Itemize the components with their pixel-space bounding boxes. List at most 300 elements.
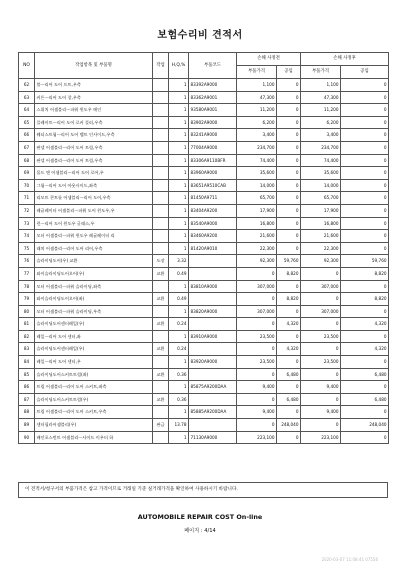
table-row: [19, 179, 389, 192]
cell-price-after: 11,200: [301, 104, 341, 117]
cell-labor-after: 0: [341, 192, 389, 205]
cell-part-code: [189, 368, 237, 381]
footer-title: AUTOMOBILE REPAIR COST On-line: [137, 513, 263, 521]
cell-no: 85: [19, 368, 35, 381]
estimate-table: [18, 52, 389, 444]
cell-work: [153, 116, 169, 129]
cell-price-before: 74,400: [237, 154, 277, 167]
cell-hq: 1: [169, 230, 189, 243]
cell-labor-after: 59,760: [341, 255, 389, 268]
cell-price-before: 0: [237, 343, 277, 356]
cell-labor-after: 0: [341, 330, 389, 343]
cell-hq: 1: [169, 431, 189, 444]
cell-hq: 1: [169, 116, 189, 129]
table-row: [19, 356, 389, 369]
cell-work: [153, 217, 169, 230]
cell-part-code: 83540A9000: [189, 217, 237, 230]
cell-hq: 1: [169, 381, 189, 394]
cell-price-before: 6,200: [237, 116, 277, 129]
cell-labor-before: 0: [277, 116, 301, 129]
cell-work: [153, 356, 169, 369]
cell-price-after: 23,500: [301, 356, 341, 369]
cell-part-code: 77004A9000: [189, 141, 237, 154]
cell-no: 84: [19, 356, 35, 369]
cell-work: [153, 129, 169, 142]
cell-labor-before: 6,480: [277, 368, 301, 381]
cell-labor-after: 0: [341, 305, 389, 318]
cell-labor-before: 0: [277, 217, 301, 230]
cell-labor-before: 0: [277, 104, 301, 117]
cell-item-name: 센터필라어셈블리(우): [35, 419, 153, 432]
cell-item-name: 모터 어셈블리ㅡ파워 슬라이딩,좌측: [35, 280, 153, 293]
cell-labor-before: 0: [277, 179, 301, 192]
header-before-adjustment: 손해 사정전: [237, 53, 301, 66]
cell-labor-before: 0: [277, 154, 301, 167]
table-row: [19, 305, 389, 318]
cell-hq: 0.49: [169, 293, 189, 306]
cell-labor-after: 6,480: [341, 368, 389, 381]
cell-hq: 1: [169, 204, 189, 217]
cell-price-before: 307,000: [237, 280, 277, 293]
cell-price-after: 3,400: [301, 129, 341, 142]
table-row: [19, 406, 389, 419]
cell-work: 교환: [153, 343, 169, 356]
cell-part-code: 81420A9010: [189, 242, 237, 255]
cell-labor-after: 4,320: [341, 343, 389, 356]
table-row: [19, 129, 389, 142]
table-row: [19, 242, 389, 255]
cell-hq: 1: [169, 179, 189, 192]
cell-work: [153, 305, 169, 318]
cell-no: 70: [19, 179, 35, 192]
cell-labor-before: 0: [277, 242, 301, 255]
cell-item-name: 웨더스트립ㅡ리어 도어 벨트 인사이드,우측: [35, 129, 153, 142]
cell-item-name: 모터 어셈블리ㅡ파워 슬라이딩,우측: [35, 305, 153, 318]
cell-price-before: 17,900: [237, 204, 277, 217]
cell-hq: 13.78: [169, 419, 189, 432]
table-row: [19, 104, 389, 117]
cell-part-code: 83910A9000: [189, 330, 237, 343]
cell-labor-before: 0: [277, 406, 301, 419]
cell-hq: 0.24: [169, 318, 189, 331]
cell-part-code: 83392A9000: [189, 79, 237, 92]
cell-labor-after: 0: [341, 406, 389, 419]
cell-part-code: [189, 318, 237, 331]
cell-no: 75: [19, 242, 35, 255]
cell-no: 82: [19, 330, 35, 343]
cell-part-code: 81450A9711: [189, 192, 237, 205]
cell-hq: 1: [169, 242, 189, 255]
cell-labor-after: 8,820: [341, 267, 389, 280]
cell-price-before: 1,100: [237, 79, 277, 92]
cell-labor-after: 0: [341, 141, 389, 154]
cell-no: 66: [19, 129, 35, 142]
cell-work: [153, 179, 169, 192]
cell-price-after: 0: [301, 318, 341, 331]
cell-price-before: 92,300: [237, 255, 277, 268]
cell-hq: 1: [169, 167, 189, 180]
cell-price-before: 0: [237, 393, 277, 406]
cell-work: [153, 154, 169, 167]
disclaimer-note: 이 견적서/청구서의 부품가격은 참고 가격이므로 거래일 기준 실거래가격을 확인하여 사용하시기 바랍니다.: [18, 482, 388, 498]
cell-no: 71: [19, 192, 35, 205]
table-row: [19, 381, 389, 394]
cell-part-code: 85885A9200DAA: [189, 406, 237, 419]
cell-item-name: 몰드 앤 어셈블리ㅡ리어 도어 로어,우: [35, 167, 153, 180]
cell-labor-before: 0: [277, 167, 301, 180]
cell-labor-after: 0: [341, 242, 389, 255]
cell-item-name: 볼ㅡ리어 도어 프트,우측: [35, 79, 153, 92]
cell-price-after: 0: [301, 293, 341, 306]
cell-work: [153, 167, 169, 180]
cell-item-name: 와이슬라이딩도어오어(좌): [35, 293, 153, 306]
cell-labor-after: 0: [341, 431, 389, 444]
document-title: 보험수리비 견적서: [157, 30, 243, 41]
cell-hq: 1: [169, 154, 189, 167]
cell-no: 73: [19, 217, 35, 230]
cell-labor-after: 0: [341, 154, 389, 167]
header-after-adjustment: 손해 사정후: [301, 53, 389, 66]
cell-labor-before: 0: [277, 356, 301, 369]
cell-hq: 1: [169, 330, 189, 343]
cell-hq: 1: [169, 141, 189, 154]
header-labor-after: 공임: [341, 66, 389, 79]
cell-labor-after: 0: [341, 116, 389, 129]
cell-item-name: 와이슬라이딩도어오어(우): [35, 267, 153, 280]
cell-work: [153, 242, 169, 255]
cell-work: 도장: [153, 255, 169, 268]
cell-price-after: 307,000: [301, 280, 341, 293]
table-row: [19, 318, 389, 331]
table-row: [19, 280, 389, 293]
cell-price-before: 11,200: [237, 104, 277, 117]
cell-work: 교환: [153, 318, 169, 331]
cell-no: 72: [19, 204, 35, 217]
table-row: [19, 154, 389, 167]
cell-item-name: 레귤레이터 어셈블리ㅡ파워 도어 윈도우,우: [35, 204, 153, 217]
cell-hq: 1: [169, 91, 189, 104]
cell-labor-before: 4,320: [277, 318, 301, 331]
cell-hq: 1: [169, 192, 189, 205]
cell-work: [153, 104, 169, 117]
cell-part-code: [189, 255, 237, 268]
cell-price-before: 47,300: [237, 91, 277, 104]
table-row: [19, 393, 389, 406]
cell-labor-after: 0: [341, 129, 389, 142]
cell-item-name: 커튼ㅡ리어 도어 창,우측: [35, 91, 153, 104]
estimate-rows: [19, 79, 389, 444]
cell-no: 65: [19, 116, 35, 129]
cell-labor-after: 0: [341, 204, 389, 217]
cell-price-before: 234,700: [237, 141, 277, 154]
cell-hq: 1: [169, 79, 189, 92]
header-row-top: [19, 53, 389, 66]
cell-hq: 3.32: [169, 255, 189, 268]
cell-hq: 1: [169, 280, 189, 293]
cell-no: 69: [19, 167, 35, 180]
cell-price-before: 14,000: [237, 179, 277, 192]
cell-item-name: 슬라이딩도어센터레일(우): [35, 318, 153, 331]
cell-no: 79: [19, 293, 35, 306]
cell-part-code: [189, 393, 237, 406]
cell-part-code: 83306A9110BFR: [189, 154, 237, 167]
cell-price-after: 307,000: [301, 305, 341, 318]
cell-item-name: 슬라이딩도어스커트트림(좌): [35, 368, 153, 381]
cell-hq: 1: [169, 305, 189, 318]
header-hq: H,Q,%: [169, 53, 189, 79]
cell-work: [153, 330, 169, 343]
cell-part-code: 93580A9001: [189, 104, 237, 117]
cell-work: [153, 280, 169, 293]
cell-labor-before: 0: [277, 141, 301, 154]
cell-no: 62: [19, 79, 35, 92]
cell-price-before: 65,700: [237, 192, 277, 205]
cell-part-code: 83902A9000: [189, 116, 237, 129]
cell-price-before: 23,500: [237, 330, 277, 343]
cell-price-before: 23,500: [237, 356, 277, 369]
cell-no: 89: [19, 419, 35, 432]
cell-price-after: 234,700: [301, 141, 341, 154]
cell-price-after: 0: [301, 419, 341, 432]
cell-hq: 1: [169, 356, 189, 369]
cell-item-name: 판넬 어셈블리ㅡ리어 도어 트림,우측: [35, 154, 153, 167]
cell-labor-before: 0: [277, 330, 301, 343]
cell-work: 교환: [153, 368, 169, 381]
table-row: [19, 368, 389, 381]
cell-part-code: [189, 419, 237, 432]
cell-item-name: 리모트 콘트롤 어셈블리ㅡ리어 도어,우측: [35, 192, 153, 205]
table-row: [19, 116, 389, 129]
cell-price-after: 9,400: [301, 406, 341, 419]
cell-part-code: [189, 267, 237, 280]
cell-item-name: 플레이트ㅡ리어 도어 로커 플러,우측: [35, 116, 153, 129]
cell-item-name: 런ㅡ리어 도어 윈도우 글래스,우: [35, 217, 153, 230]
cell-price-after: 21,600: [301, 230, 341, 243]
cell-hq: 0.24: [169, 343, 189, 356]
cell-item-name: 트림 어셈블리ㅡ리어 도어 스커트,우측: [35, 406, 153, 419]
cell-work: [153, 141, 169, 154]
cell-labor-after: 0: [341, 167, 389, 180]
header-work: 작업: [153, 53, 169, 79]
cell-price-after: 92,300: [301, 255, 341, 268]
table-row: [19, 230, 389, 243]
cell-labor-after: 0: [341, 381, 389, 394]
table-row: [19, 343, 389, 356]
cell-labor-after: 0: [341, 217, 389, 230]
cell-labor-before: 4,320: [277, 343, 301, 356]
cell-item-name: 슬라이딩도어(우) 교환: [35, 255, 153, 268]
header-item-name: 작업항목 및 부품명: [35, 53, 153, 79]
cell-labor-before: 248,040: [277, 419, 301, 432]
cell-work: [153, 79, 169, 92]
cell-item-name: 레일ㅡ리어 도어 센터,우: [35, 356, 153, 369]
cell-no: 88: [19, 406, 35, 419]
cell-labor-after: 0: [341, 79, 389, 92]
header-price-before: 부품가격: [237, 66, 277, 79]
cell-work: 교환: [153, 267, 169, 280]
cell-hq: 1: [169, 217, 189, 230]
cell-price-after: 0: [301, 393, 341, 406]
cell-item-name: 배인포스먼트 어셈블리ㅡ사이드 이우터 하: [35, 431, 153, 444]
cell-work: [153, 91, 169, 104]
cell-part-code: 83920A9000: [189, 356, 237, 369]
cell-part-code: [189, 343, 237, 356]
cell-price-after: 0: [301, 267, 341, 280]
cell-labor-after: 8,820: [341, 293, 389, 306]
table-row: [19, 141, 389, 154]
cell-labor-before: 0: [277, 280, 301, 293]
cell-labor-after: 0: [341, 356, 389, 369]
cell-labor-after: 4,320: [341, 318, 389, 331]
cell-price-after: 74,400: [301, 154, 341, 167]
cell-price-before: 0: [237, 267, 277, 280]
cell-price-before: 223,100: [237, 431, 277, 444]
cell-labor-before: 6,480: [277, 393, 301, 406]
cell-work: [153, 381, 169, 394]
cell-price-before: 35,600: [237, 167, 277, 180]
cell-part-code: 71130A9000: [189, 431, 237, 444]
cell-price-after: 9,400: [301, 381, 341, 394]
cell-price-after: 1,100: [301, 79, 341, 92]
cell-work: [153, 204, 169, 217]
header-labor-before: 공임: [277, 66, 301, 79]
cell-work: [153, 230, 169, 243]
cell-labor-before: 0: [277, 305, 301, 318]
cell-part-code: 83810A9000: [189, 280, 237, 293]
table-row: [19, 431, 389, 444]
table-row: [19, 330, 389, 343]
cell-price-after: 6,200: [301, 116, 341, 129]
cell-price-before: 3,400: [237, 129, 277, 142]
cell-hq: 0.49: [169, 267, 189, 280]
cell-labor-after: 6,480: [341, 393, 389, 406]
cell-work: [153, 406, 169, 419]
print-timestamp: 2020-03-07 11:08:41 07556: [321, 557, 378, 562]
cell-labor-before: 0: [277, 192, 301, 205]
header-price-after: 부품가격: [301, 66, 341, 79]
cell-work: [153, 431, 169, 444]
cell-no: 87: [19, 393, 35, 406]
cell-work: [153, 192, 169, 205]
cell-price-before: 9,400: [237, 381, 277, 394]
table-row: [19, 192, 389, 205]
cell-item-name: 슬라이딩도어스커트트림(우): [35, 393, 153, 406]
cell-hq: 0.36: [169, 368, 189, 381]
cell-part-code: 83460A9200: [189, 230, 237, 243]
cell-part-code: [189, 293, 237, 306]
cell-no: 74: [19, 230, 35, 243]
cell-price-after: 65,700: [301, 192, 341, 205]
cell-labor-after: 0: [341, 91, 389, 104]
cell-hq: 1: [169, 129, 189, 142]
cell-labor-after: 0: [341, 179, 389, 192]
cell-part-code: 83241A9000: [189, 129, 237, 142]
cell-no: 68: [19, 154, 35, 167]
cell-price-after: 14,000: [301, 179, 341, 192]
table-row: [19, 167, 389, 180]
cell-hq: 0.36: [169, 393, 189, 406]
cell-price-before: 307,000: [237, 305, 277, 318]
cell-no: 81: [19, 318, 35, 331]
cell-price-after: 23,500: [301, 330, 341, 343]
cell-work: 판금: [153, 419, 169, 432]
cell-labor-before: 0: [277, 204, 301, 217]
cell-hq: 1: [169, 406, 189, 419]
cell-part-code: 83960A9000: [189, 167, 237, 180]
cell-no: 83: [19, 343, 35, 356]
cell-no: 63: [19, 91, 35, 104]
cell-no: 78: [19, 280, 35, 293]
cell-labor-before: 0: [277, 431, 301, 444]
cell-price-before: 9,400: [237, 406, 277, 419]
cell-no: 86: [19, 381, 35, 394]
cell-labor-before: 0: [277, 381, 301, 394]
cell-price-after: 0: [301, 368, 341, 381]
cell-price-after: 0: [301, 343, 341, 356]
cell-price-after: 22,300: [301, 242, 341, 255]
cell-price-after: 223,100: [301, 431, 341, 444]
table-row: [19, 293, 389, 306]
cell-item-name: 판넬 어셈블리ㅡ리어 도어 트림,우측: [35, 141, 153, 154]
cell-labor-after: 0: [341, 104, 389, 117]
cell-work: 교환: [153, 393, 169, 406]
cell-labor-before: 0: [277, 129, 301, 142]
cell-no: 76: [19, 255, 35, 268]
cell-price-before: 0: [237, 318, 277, 331]
cell-labor-before: 0: [277, 230, 301, 243]
cell-item-name: 스위치 어셈블리ㅡ파워 윈도우 메인: [35, 104, 153, 117]
cell-price-after: 35,600: [301, 167, 341, 180]
header-part-code: 부품코드: [189, 53, 237, 79]
table-row: [19, 419, 389, 432]
cell-price-after: 16,800: [301, 217, 341, 230]
cell-price-after: 47,300: [301, 91, 341, 104]
table-row: [19, 255, 389, 268]
cell-price-after: 17,900: [301, 204, 341, 217]
table-row: [19, 79, 389, 92]
cell-item-name: 슬라이딩도어센터레일(우): [35, 343, 153, 356]
cell-no: 90: [19, 431, 35, 444]
cell-part-code: 83820A9000: [189, 305, 237, 318]
table-row: [19, 267, 389, 280]
cell-item-name: 그립ㅡ리어 도어 아웃사이드,좌측: [35, 179, 153, 192]
cell-item-name: 모터 어셈블리ㅡ파워 윈도우 레귤레이터 리: [35, 230, 153, 243]
cell-price-before: 0: [237, 368, 277, 381]
header-no: NO: [19, 53, 35, 79]
table-row: [19, 91, 389, 104]
cell-labor-after: 248,040: [341, 419, 389, 432]
cell-part-code: 83404A9200: [189, 204, 237, 217]
cell-part-code: 85875A9200DAA: [189, 381, 237, 394]
cell-labor-before: 0: [277, 91, 301, 104]
cell-item-name: 레일ㅡ리어 도어 센터,좌: [35, 330, 153, 343]
cell-hq: 1: [169, 104, 189, 117]
page-number: 페이지 : 4/14: [184, 528, 216, 534]
table-row: [19, 217, 389, 230]
cell-labor-before: 59,760: [277, 255, 301, 268]
cell-labor-before: 8,820: [277, 267, 301, 280]
cell-part-code: 83651A9510CAB: [189, 179, 237, 192]
cell-price-before: 22,300: [237, 242, 277, 255]
cell-price-before: 21,600: [237, 230, 277, 243]
cell-labor-after: 0: [341, 230, 389, 243]
cell-no: 80: [19, 305, 35, 318]
cell-no: 67: [19, 141, 35, 154]
cell-work: 교환: [153, 293, 169, 306]
cell-price-before: 0: [237, 419, 277, 432]
cell-item-name: 트림 어셈블리ㅡ리어 도어 스커트,좌측: [35, 381, 153, 394]
cell-labor-before: 8,820: [277, 293, 301, 306]
